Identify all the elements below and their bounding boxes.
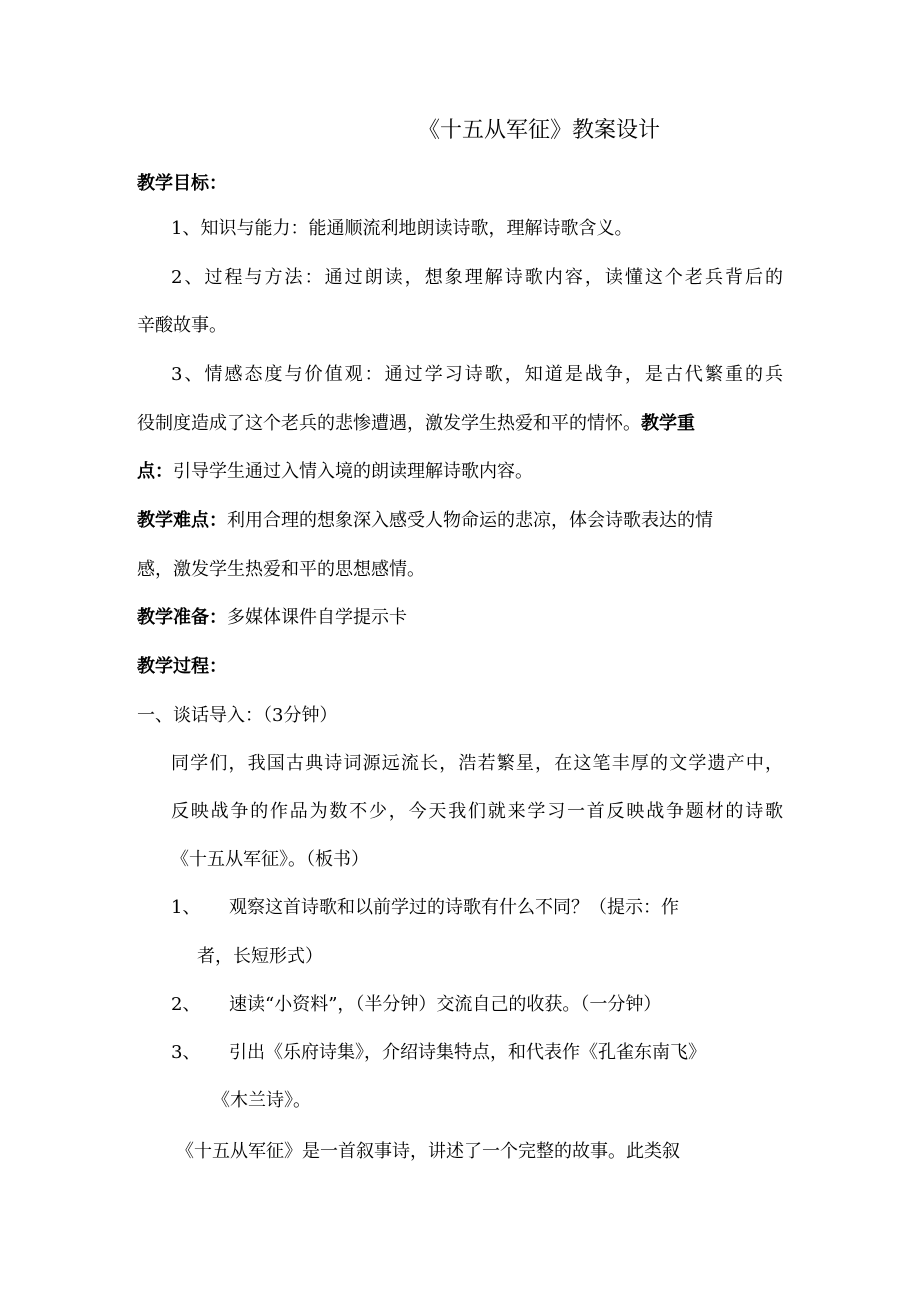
objectives-heading: 教学目标：: [137, 173, 227, 194]
key-point-line: [137, 459, 533, 485]
step-3-number: 3、: [171, 1042, 201, 1063]
key-point-label-part-2: 点：: [137, 461, 173, 482]
step-3-line-1: [171, 1040, 706, 1066]
section-1-title: 一、谈话导入：（3分钟）: [137, 705, 338, 726]
page-title: 《十五从军征》教案设计: [417, 118, 660, 143]
process-heading: 教学过程：: [137, 656, 227, 677]
step-1-line-1: [171, 895, 679, 921]
difficulty-text-1: 利用合理的想象深入感受人物命运的悲凉，体会诗歌表达的情: [227, 510, 713, 531]
objective-item-1: 1、知识与能力：能通顺流利地朗读诗歌，理解诗歌含义。: [171, 218, 633, 239]
step-2-line-1: [171, 992, 661, 1018]
step-1-line-2: 者，长短形式）: [197, 946, 323, 967]
objective-item-2-line-1: 2、过程与方法：通过朗读，想象理解诗歌内容，读懂这个老兵背后的: [171, 267, 783, 288]
difficulty-line-2: 感，激发学生热爱和平的思想感情。: [137, 559, 425, 580]
step-1-text: 观察这首诗歌和以前学过的诗歌有什么不同？（提示：作: [229, 897, 679, 918]
objective-item-2-line-2: 辛酸故事。: [137, 315, 227, 336]
difficulty-line-1: [137, 508, 783, 534]
preparation-line: [137, 605, 407, 631]
key-point-text: 引导学生通过入情入境的朗读理解诗歌内容。: [173, 461, 533, 482]
objective-item-3-line-1: 3、情感态度与价值观：通过学习诗歌，知道是战争，是古代繁重的兵: [171, 364, 783, 385]
step-2-number: 2、: [171, 994, 201, 1015]
step-3-line-2: 《木兰诗》。: [212, 1090, 311, 1111]
intro-line-3: 《十五从军征》。（板书）: [171, 849, 369, 870]
preparation-label: 教学准备：: [137, 607, 227, 628]
preparation-text: 多媒体课件自学提示卡: [227, 607, 407, 628]
step-1-number: 1、: [171, 897, 201, 918]
objective-item-3-text: 役制度造成了这个老兵的悲惨遭遇，激发学生热爱和平的情怀。: [137, 413, 641, 434]
intro-line-2: 反映战争的作品为数不少，今天我们就来学习一首反映战争题材的诗歌: [171, 801, 783, 822]
intro-line-1: 同学们，我国古典诗词源远流长，浩若繁星，在这笔丰厚的文学遗产中，: [171, 753, 783, 774]
step-2-text: 速读“小资料”，（半分钟）交流自己的收获。（一分钟）: [229, 994, 662, 1015]
narrative-line: 《十五从军征》是一首叙事诗，讲述了一个完整的故事。此类叙: [176, 1141, 680, 1162]
key-point-label-part-1: 教学重: [641, 413, 695, 434]
difficulty-label: 教学难点：: [137, 510, 227, 531]
step-3-text: 引出《乐府诗集》，介绍诗集特点，和代表作《孔雀东南飞》: [229, 1042, 706, 1063]
objective-item-3-line-2: [137, 411, 695, 437]
